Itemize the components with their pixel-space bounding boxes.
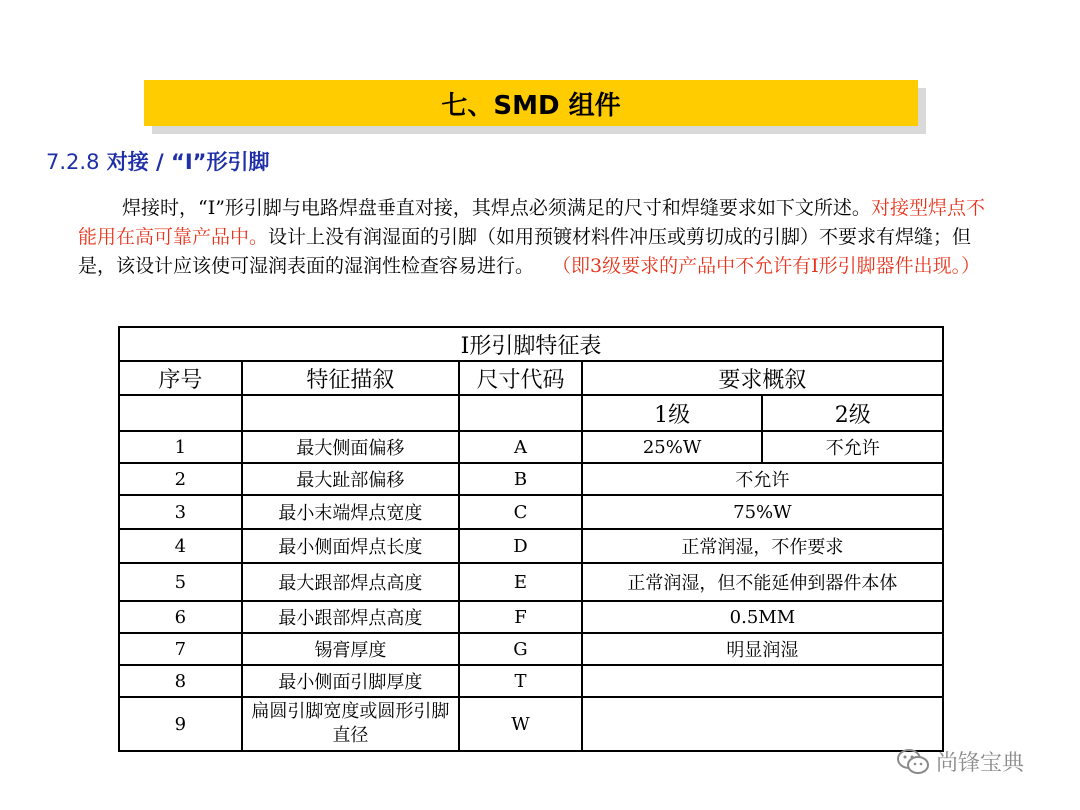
- table-row: 8 最小侧面引脚厚度 T: [119, 665, 943, 697]
- slide-title: 七、SMD 组件: [144, 80, 918, 126]
- section-heading: [46, 146, 269, 176]
- header-no: 序号: [119, 361, 242, 395]
- para-part3: 设计上没有润湿面的引脚（如用预镀材料件冲压或剪切成的引脚）不要求有焊缝；但是，该设计应该使可湿润表面的湿润性检查容易进行。: [78, 226, 972, 277]
- wechat-icon: [896, 748, 930, 776]
- para-part4-red: （即3级要求的产品中不允许有I形引脚器件出现。）: [552, 255, 981, 277]
- table-row: 5 最大跟部焊点高度 E 正常润湿，但不能延伸到器件本体: [119, 563, 943, 601]
- table-row: 2 最大趾部偏移 B 不允许: [119, 463, 943, 495]
- watermark: [896, 746, 1024, 777]
- table-title: I形引脚特征表: [119, 327, 943, 361]
- table-row: 3 最小末端焊点宽度 C 75%W: [119, 495, 943, 529]
- header-level2: 2级: [762, 395, 943, 431]
- section-number: 7.2.8: [46, 150, 100, 174]
- table-row: 6 最小跟部焊点高度 F 0.5MM: [119, 601, 943, 633]
- header-feature: 特征描叙: [242, 361, 459, 395]
- description-paragraph: [78, 194, 988, 281]
- table-row: 7 锡膏厚度 G 明显润湿: [119, 633, 943, 665]
- para-part1: 焊接时，“I”形引脚与电路焊盘垂直对接，其焊点必须满足的尺寸和焊缝要求如下文所述。: [122, 197, 871, 219]
- watermark-text: 尚锋宝典: [936, 751, 1025, 776]
- header-requirement: 要求概叙: [582, 361, 943, 395]
- spec-table: [118, 326, 944, 752]
- table-row: 9 扁圆引脚宽度或圆形引脚直径 W: [119, 697, 943, 751]
- para-part2-red: 对接型焊点不能用在高可靠产品中。: [78, 197, 985, 248]
- section-title: 对接 / “I”形引脚: [106, 150, 270, 174]
- header-code: 尺寸代码: [459, 361, 582, 395]
- table-row: 1 最大侧面偏移 A 25%W 不允许: [119, 431, 943, 463]
- header-level1: 1级: [582, 395, 763, 431]
- table-row: 4 最小侧面焊点长度 D 正常润湿，不作要求: [119, 529, 943, 563]
